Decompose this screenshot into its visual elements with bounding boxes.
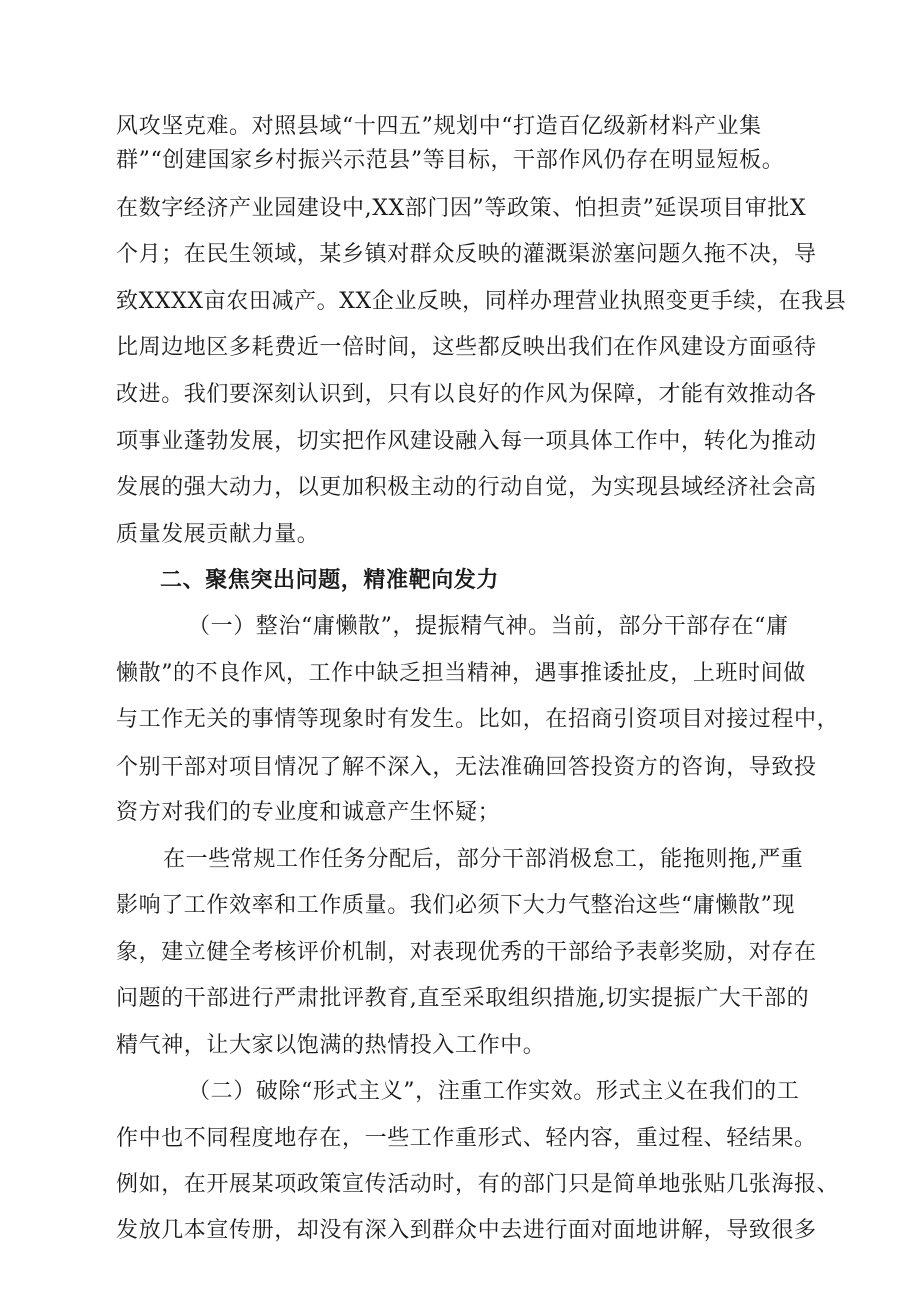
paragraph-line: （一）整治“庸懒散”，提振精气神。当前，部分干部存在“庸 bbox=[188, 614, 789, 639]
paragraph-line: 风攻坚克难。对照县域“十四五”规划中“打造百亿级新材料产业集 bbox=[116, 114, 762, 139]
paragraph-line: 在数字经济产业园建设中,XX部门因”等政策、怕担责”延误项目审批X bbox=[116, 196, 807, 221]
section-heading: 二、聚焦突出问题，精准靶向发力 bbox=[160, 568, 500, 593]
paragraph-line: 问题的干部进行严肃批评教育,直至采取组织措施,切实提振广大干部的 bbox=[116, 986, 810, 1011]
paragraph-line: 发放几本宣传册，却没有深入到群众中去进行面对面地讲解，导致很多 bbox=[116, 1218, 817, 1243]
paragraph-line: 作中也不同程度地存在，一些工作重形式、轻内容，重过程、轻结果。 bbox=[116, 1126, 817, 1151]
paragraph-line: 项事业蓬勃发展，切实把作风建设融入每一项具体工作中，转化为推动 bbox=[116, 429, 817, 454]
paragraph-line: 个月；在民生领域，某乡镇对群众反映的灌溉渠淤塞问题久拖不决，导 bbox=[116, 242, 817, 267]
paragraph-line: 精气神，让大家以饱满的热情投入工作中。 bbox=[116, 1033, 546, 1058]
paragraph-line: 懒散”的不良作风，工作中缺乏担当精神，遇事推诿扯皮，上班时间做 bbox=[116, 661, 806, 686]
paragraph-line: 质量发展贡献力量。 bbox=[116, 522, 320, 547]
paragraph-line: 比周边地区多耗费近一倍时间，这些都反映出我们在作风建设方面亟待 bbox=[116, 335, 817, 360]
paragraph-line: 与工作无关的事情等现象时有发生。比如，在招商引资项目对接过程中， bbox=[116, 707, 840, 732]
paragraph-line: 在一些常规工作任务分配后，部分干部消极怠工，能拖则拖,严重 bbox=[163, 847, 804, 872]
paragraph-line: 资方对我们的专业度和诚意产生怀疑； bbox=[116, 800, 501, 825]
paragraph-line: 发展的强大动力，以更加积极主动的行动自觉，为实现县域经济社会高 bbox=[116, 475, 817, 500]
paragraph-line: 致XXXX亩农田减产。XX企业反映，同样办理营业执照变更手续，在我县 bbox=[116, 289, 847, 314]
paragraph-line: 改进。我们要深刻认识到，只有以良好的作风为保障，才能有效推动各 bbox=[116, 382, 817, 407]
paragraph-line: 个别干部对项目情况了解不深入，无法准确回答投资方的咨询，导致投 bbox=[116, 755, 817, 780]
paragraph-line: 影响了工作效率和工作质量。我们必须下大力气整治这些“庸懒散”现 bbox=[116, 893, 796, 918]
paragraph-line: 群”“创建国家乡村振兴示范县”等目标，干部作风仍存在明显短板。 bbox=[116, 148, 785, 173]
paragraph-line: 例如，在开展某项政策宣传活动时，有的部门只是简单地张贴几张海报、 bbox=[116, 1172, 840, 1197]
paragraph-line: 象，建立健全考核评价机制，对表现优秀的干部给予表彰奖励，对存在 bbox=[116, 940, 817, 965]
paragraph-line: （二）破除“形式主义”，注重工作实效。形式主义在我们的工 bbox=[188, 1079, 800, 1104]
